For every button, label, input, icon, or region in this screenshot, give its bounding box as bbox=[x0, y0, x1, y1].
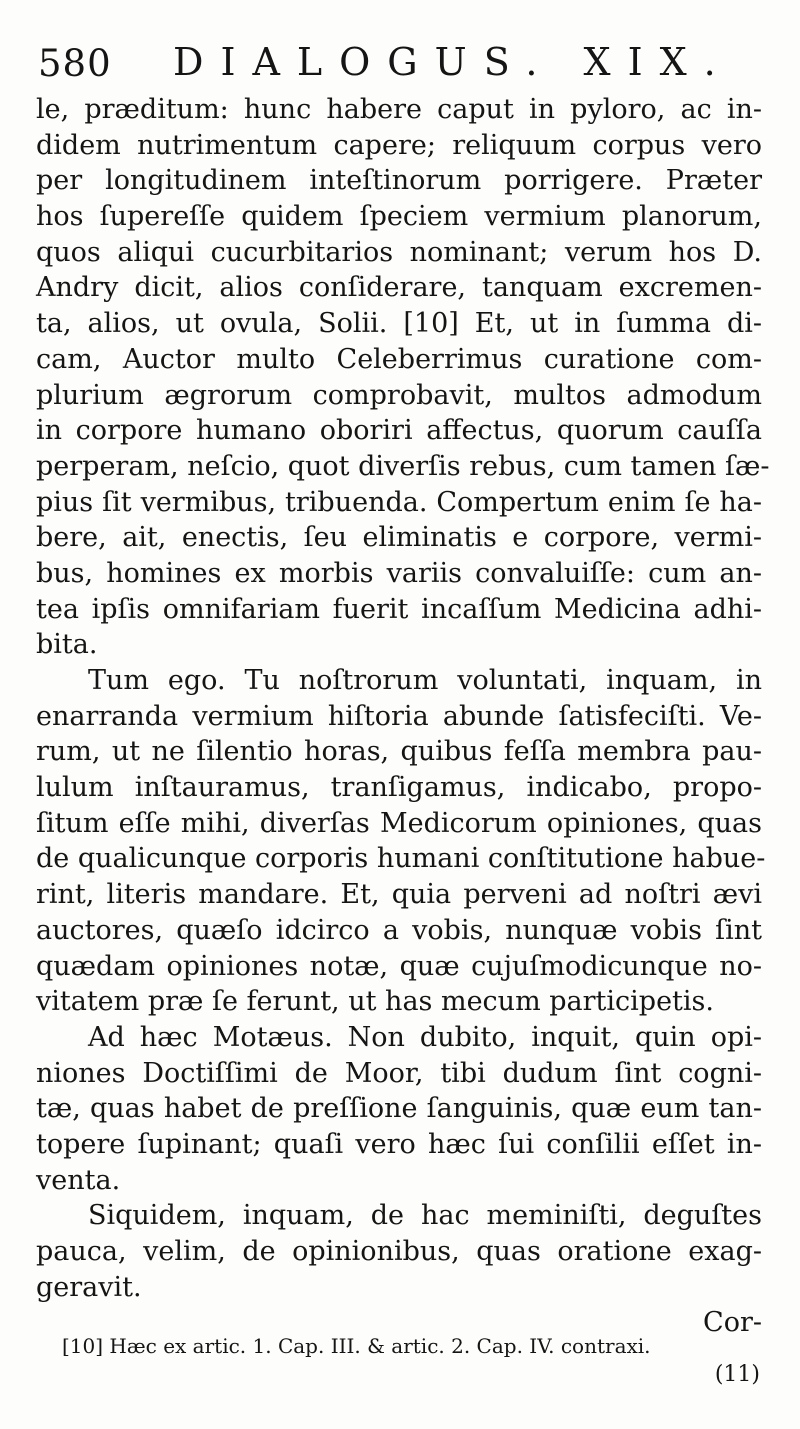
text-line: pauca, velim, de opinionibus, quas oratione exag- bbox=[36, 1236, 762, 1267]
text-line: plurium ægrorum comprobavit, multos admodum bbox=[36, 379, 762, 411]
text-line: tea ipſis omnifariam fuerit incaſſum Medicina adhi- bbox=[36, 593, 762, 625]
text-line: enarranda vermium hiſtoria abunde ſatisfeciſti. Ve- bbox=[36, 700, 762, 732]
text-line: didem nutrimentum capere; reliquum corpus vero bbox=[36, 129, 762, 161]
text-line: lulum inſtauramus, tranſigamus, indicabo, propo- bbox=[36, 772, 762, 804]
text-line: bere, ait, enectis, ſeu eliminatis e corpore, vermi- bbox=[36, 522, 762, 554]
text-line: de qualicunque corporis humani conſtitutione habue- bbox=[36, 843, 766, 875]
body-text bbox=[36, 92, 770, 1341]
paragraph-start-line: Tum ego. Tu noſtrorum voluntati, inquam, in bbox=[88, 665, 762, 696]
text-line: hos ſupereſſe quidem ſpeciem vermium planorum, bbox=[36, 201, 762, 233]
page-number: 580 bbox=[38, 42, 112, 85]
text-line: vitatem præ ſe ferunt, ut has mecum participetis. bbox=[36, 986, 714, 1018]
text-line: per longitudinem inteſtinorum porrigere. Præter bbox=[36, 165, 762, 197]
text-line: venta. bbox=[36, 1164, 121, 1196]
text-line: rint, literis mandare. Et, quia perveni ad noſtri ævi bbox=[36, 879, 762, 911]
text-line: in corpore humano oboriri affectus, quorum cauſſa bbox=[36, 415, 762, 447]
text-line: perperam, neſcio, quot diverſis rebus, cum tamen ſæ- bbox=[36, 450, 770, 482]
text-line: topere ſupinant; quaſi vero hæc ſui conſilii eſſet in- bbox=[36, 1128, 762, 1160]
text-line: tæ, quas habet de preſſione ſanguinis, quæ eum tan- bbox=[36, 1093, 762, 1125]
text-line: quædam opiniones notæ, quæ cujuſmodicunque no- bbox=[36, 950, 762, 982]
text-line: bus, homines ex morbis variis convaluiſſe: cum an- bbox=[36, 557, 762, 589]
catch-line: Cor- bbox=[703, 1307, 762, 1339]
paragraph-start-line: Siquidem, inquam, de hac meminiſti, deguſtes bbox=[88, 1200, 762, 1232]
text-line: Andry dicit, alios conſiderare, tanquam excremen- bbox=[36, 272, 762, 304]
text-line: cam, Auctor multo Celeberrimus curatione com- bbox=[36, 343, 762, 375]
text-line: geravit. bbox=[36, 1271, 142, 1303]
signature-mark: (11) bbox=[714, 1362, 760, 1387]
paragraph-start-line: Ad hæc Motæus. Non dubito, inquit, quin opi- bbox=[88, 1021, 762, 1053]
footnote: [10] Hæc ex artic. 1. Cap. III. & artic. 2. Cap. IV. contraxi. bbox=[62, 1334, 651, 1358]
text-line: bita. bbox=[36, 629, 98, 661]
text-line: quos aliqui cucurbitarios nominant; verum hos D. bbox=[36, 236, 762, 268]
text-line: ſitum eſſe mihi, diverſas Medicorum opiniones, quas bbox=[36, 807, 762, 839]
text-line: pius ſit vermibus, tribuenda. Compertum enim ſe ha- bbox=[36, 486, 762, 518]
text-line: ta, alios, ut ovula, Solii. [10] Et, ut in ſumma di- bbox=[36, 308, 762, 340]
text-line: le, præditum: hunc habere caput in pyloro, ac in- bbox=[36, 94, 762, 125]
text-line: rum, ut ne ſilentio horas, quibus feſſa membra pau- bbox=[36, 736, 762, 768]
text-line: auctores, quæſo idcirco a vobis, nunquæ vobis ſint bbox=[36, 914, 762, 946]
running-head: DIALOGUS. XIX. bbox=[173, 40, 733, 84]
text-line: niones Doctiſſimi de Moor, tibi dudum ſint cogni- bbox=[36, 1057, 762, 1089]
page-header bbox=[38, 40, 768, 88]
